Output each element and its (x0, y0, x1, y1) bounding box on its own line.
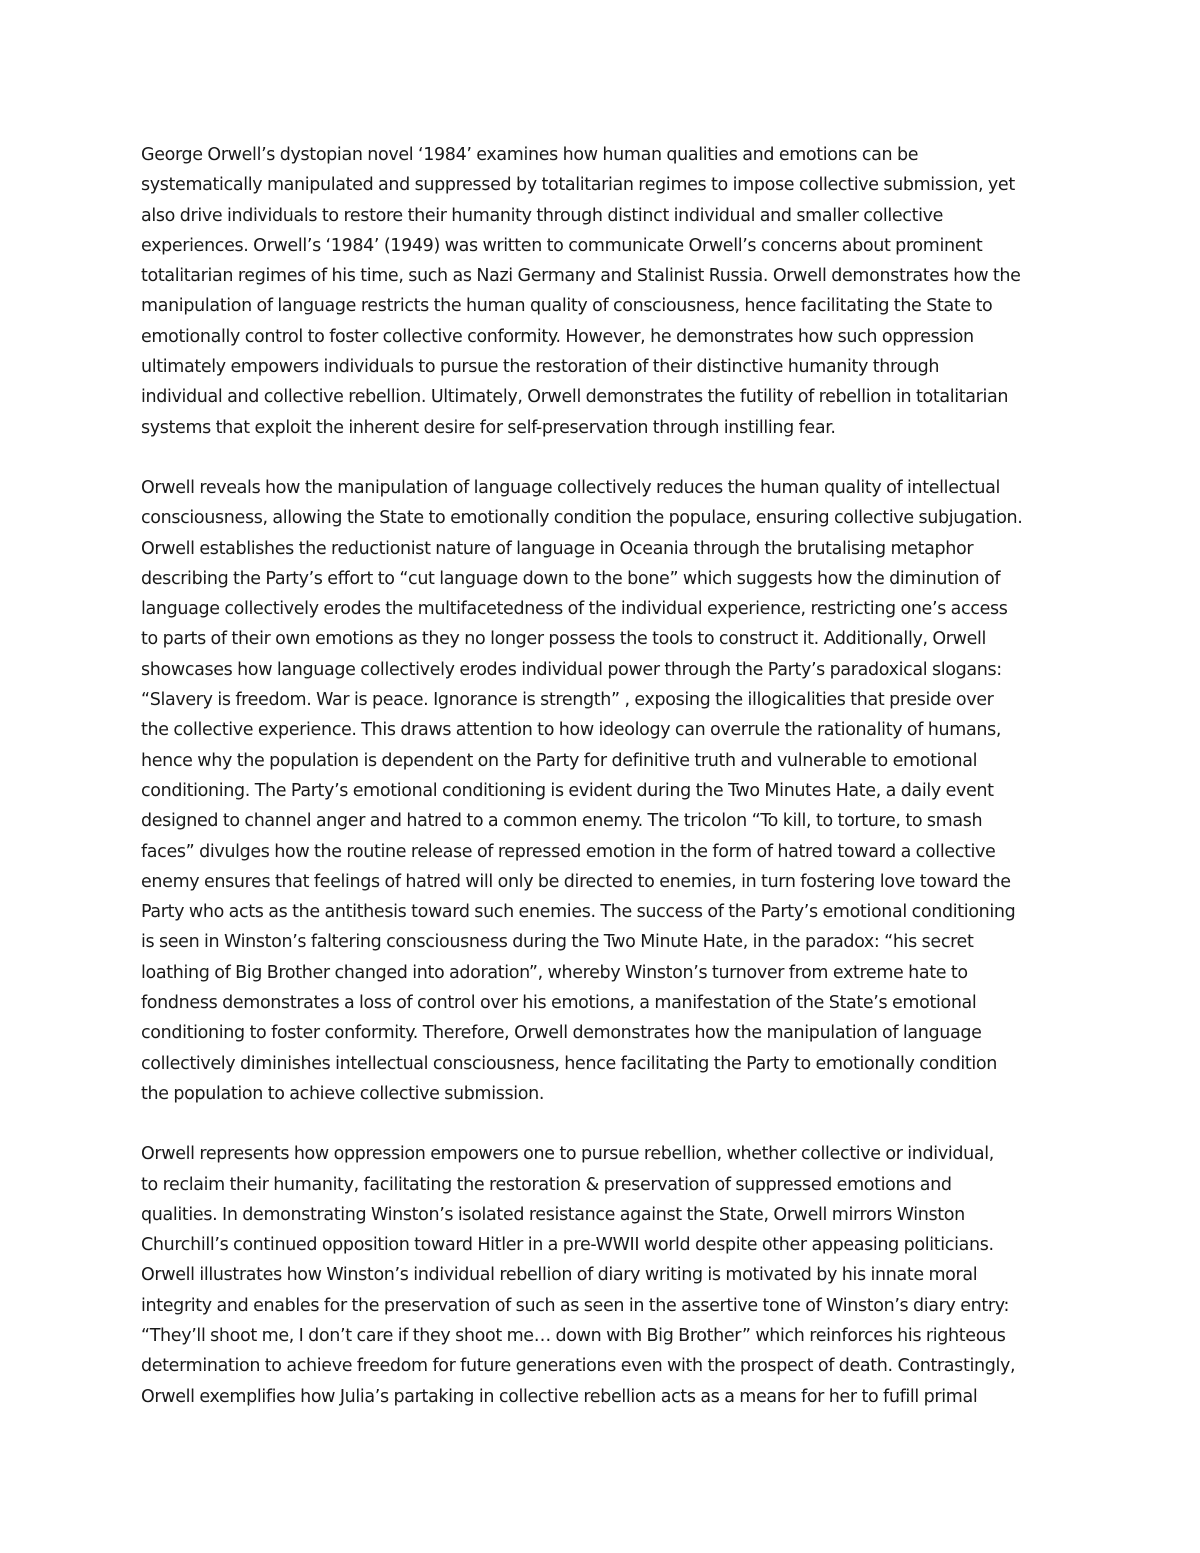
text-line: consciousness, allowing the State to emotionally condition the populace, ensuring collective subjugation. (141, 508, 1023, 529)
text-line: manipulation of language restricts the human quality of consciousness, hence facilitating the State to (141, 296, 993, 317)
text-line: integrity and enables for the preservation of such as seen in the assertive tone of Winston’s diary entry: (141, 1295, 1010, 1316)
text-line: Churchill’s continued opposition toward Hitler in a pre-WWII world despite other appeasing politicians. (141, 1235, 994, 1256)
document-body (141, 140, 1071, 1442)
text-line: systematically manipulated and suppressed by totalitarian regimes to impose collective submission, yet (141, 175, 1015, 196)
text-line: the population to achieve collective submission. (141, 1083, 545, 1104)
text-line: determination to achieve freedom for future generations even with the prospect of death. Contrastingly, (141, 1356, 1016, 1377)
text-line: conditioning. The Party’s emotional conditioning is evident during the Two Minutes Hate, a daily event (141, 780, 994, 801)
text-line: Orwell represents how oppression empowers one to pursue rebellion, whether collective or individual, (141, 1144, 994, 1165)
text-line: conditioning to foster conformity. Therefore, Orwell demonstrates how the manipulation of language (141, 1023, 982, 1044)
text-line: is seen in Winston’s faltering consciousness during the Two Minute Hate, in the paradox: “his secret (141, 932, 974, 953)
text-line: to parts of their own emotions as they no longer possess the tools to construct it. Additionally, Orwell (141, 629, 987, 650)
text-line: Orwell establishes the reductionist nature of language in Oceania through the brutalising metaphor (141, 538, 974, 559)
text-line: faces” divulges how the routine release of repressed emotion in the form of hatred toward a collective (141, 841, 996, 862)
text-line: showcases how language collectively erodes individual power through the Party’s paradoxical slogans: (141, 659, 1002, 680)
text-line: hence why the population is dependent on the Party for definitive truth and vulnerable to emotional (141, 750, 978, 771)
paragraph-body-1 (141, 473, 1071, 1109)
text-line: Orwell illustrates how Winston’s individual rebellion of diary writing is motivated by his innate moral (141, 1265, 978, 1286)
text-line: totalitarian regimes of his time, such as Nazi Germany and Stalinist Russia. Orwell demonstrates how the (141, 266, 1021, 287)
text-line: experiences. Orwell’s ‘1984’ (1949) was written to communicate Orwell’s concerns about prominent (141, 235, 983, 256)
text-line: qualities. In demonstrating Winston’s isolated resistance against the State, Orwell mirrors Winston (141, 1204, 965, 1225)
text-line: systems that exploit the inherent desire for self-preservation through instilling fear. (141, 417, 836, 438)
text-line: emotionally control to foster collective conformity. However, he demonstrates how such oppression (141, 326, 974, 347)
text-line: enemy ensures that feelings of hatred will only be directed to enemies, in turn fostering love toward the (141, 871, 1011, 892)
text-line: describing the Party’s effort to “cut language down to the bone” which suggests how the diminution of (141, 568, 1001, 589)
text-line: Orwell exemplifies how Julia’s partaking in collective rebellion acts as a means for her to fufill primal (141, 1386, 978, 1407)
text-line: Orwell reveals how the manipulation of language collectively reduces the human quality of intellectual (141, 477, 1001, 498)
text-line: Party who acts as the antithesis toward such enemies. The success of the Party’s emotional conditioning (141, 902, 1016, 923)
text-line: individual and collective rebellion. Ultimately, Orwell demonstrates the futility of rebellion in totalitarian (141, 387, 1009, 408)
text-line: “Slavery is freedom. War is peace. Ignorance is strength” , exposing the illogicalities that preside over (141, 690, 994, 711)
text-line: fondness demonstrates a loss of control over his emotions, a manifestation of the State’s emotional (141, 993, 977, 1014)
text-line: also drive individuals to restore their humanity through distinct individual and smaller collective (141, 205, 944, 226)
text-line: “They’ll shoot me, I don’t care if they shoot me… down with Big Brother” which reinforces his righteous (141, 1325, 1006, 1346)
text-line: language collectively erodes the multifacetedness of the individual experience, restricting one’s access (141, 599, 1008, 620)
paragraph-body-2 (141, 1139, 1071, 1412)
text-line: George Orwell’s dystopian novel ‘1984’ examines how human qualities and emotions can be (141, 145, 919, 165)
text-line: collectively diminishes intellectual consciousness, hence facilitating the Party to emotionally condition (141, 1053, 998, 1074)
text-line: to reclaim their humanity, facilitating the restoration & preservation of suppressed emotions and (141, 1174, 952, 1195)
text-line: designed to channel anger and hatred to a common enemy. The tricolon “To kill, to torture, to smash (141, 811, 983, 832)
text-line: loathing of Big Brother changed into adoration”, whereby Winston’s turnover from extreme hate to (141, 962, 968, 983)
text-line: ultimately empowers individuals to pursue the restoration of their distinctive humanity through (141, 357, 940, 378)
text-line: the collective experience. This draws attention to how ideology can overrule the rationality of humans, (141, 720, 1002, 741)
paragraph-introduction (141, 140, 1071, 443)
